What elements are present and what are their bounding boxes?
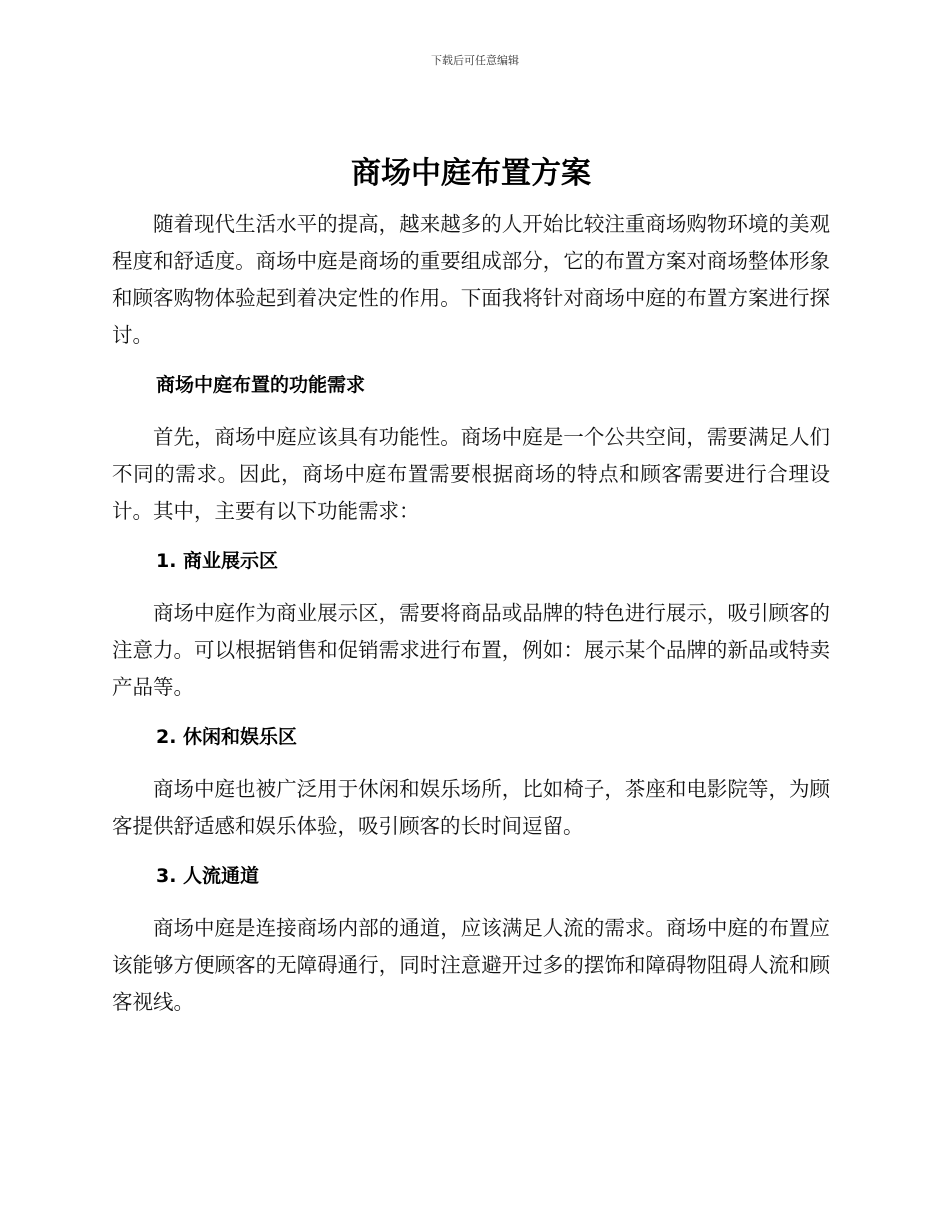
item-paragraph-pedestrian-passage: 商场中庭是连接商场内部的通道，应该满足人流的需求。商场中庭的布置应该能够方便顾客的无障碍通行，同时注意避开过多的摆饰和障碍物阻碍人流和顾客视线。 bbox=[112, 916, 830, 1014]
header-note: 下载后可任意编辑 bbox=[431, 54, 519, 67]
item-heading-pedestrian-passage: 3. 人流通道 bbox=[156, 865, 260, 887]
section-paragraph-functional-needs: 首先，商场中庭应该具有功能性。商场中庭是一个公共空间，需要满足人们不同的需求。因此，商场中庭布置需要根据商场的特点和顾客需要进行合理设计。其中，主要有以下功能需求： bbox=[112, 425, 830, 523]
section-heading-functional-needs: 商场中庭布置的功能需求 bbox=[156, 374, 366, 396]
item-paragraph-commercial-display: 商场中庭作为商业展示区，需要将商品或品牌的特色进行展示，吸引顾客的注意力。可以根据销售和促销需求进行布置，例如：展示某个品牌的新品或特卖产品等。 bbox=[112, 601, 830, 699]
item-heading-commercial-display: 1. 商业展示区 bbox=[156, 550, 279, 572]
item-paragraph-leisure-entertainment: 商场中庭也被广泛用于休闲和娱乐场所，比如椅子，茶座和电影院等，为顾客提供舒适感和娱乐体验，吸引顾客的长时间逗留。 bbox=[112, 777, 830, 838]
document-body bbox=[112, 148, 830, 1021]
intro-paragraph: 随着现代生活水平的提高，越来越多的人开始比较注重商场购物环境的美观程度和舒适度。商场中庭是商场的重要组成部分，它的布置方案对商场整体形象和顾客购物体验起到着决定性的作用。下面我将针对商场中庭的布置方案进行探讨。 bbox=[112, 212, 830, 347]
item-heading-leisure-entertainment: 2. 休闲和娱乐区 bbox=[156, 726, 298, 748]
document-title: 商场中庭布置方案 bbox=[351, 156, 591, 191]
